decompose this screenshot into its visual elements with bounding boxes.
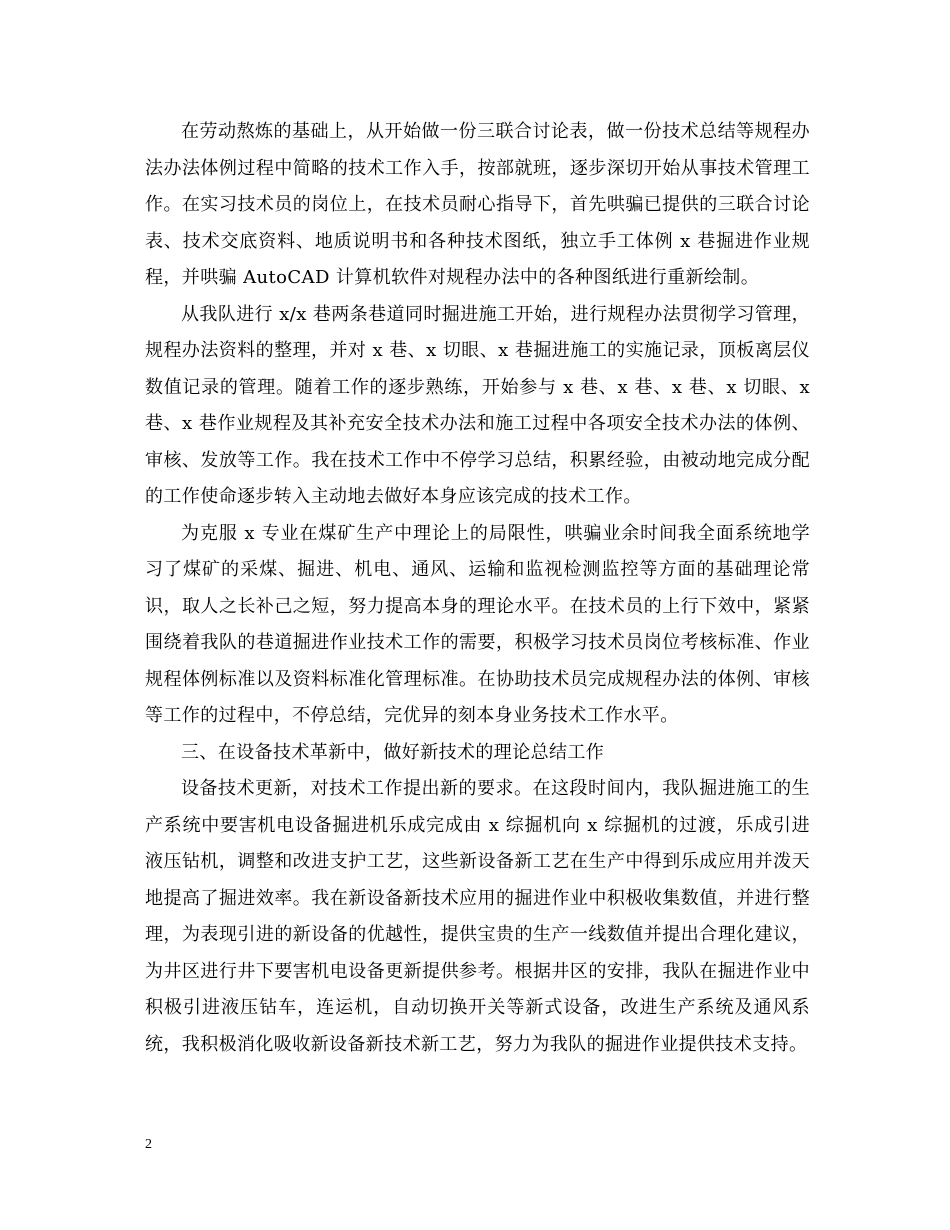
paragraph-3: 为克服 x 专业在煤矿生产中理论上的局限性，哄骗业余时间我全面系统地学习了煤矿的采煤、掘进、机电、通风、运输和监视检测监控等方面的基础理论常识，取人之长补己之短，努力提高本身的理论水平。在技术员的上行下效中，紧紧围绕着我队的巷道掘进作业技术工作的需要，积极学习技术员岗位考核标准、作业规程体例标准以及资料标准化管理标准。在协助技术员完成规程办法的体例、审核等工作的过程中，不停总结，完优异的刻本身业务技术工作水平。 bbox=[145, 522, 810, 726]
section-heading: 三、在设备技术革新中，做好新技术的理论总结工作 bbox=[181, 741, 605, 763]
page-number: 2 bbox=[145, 1137, 152, 1152]
paragraph-2: 从我队进行 x/x 巷两条巷道同时掘进施工开始，进行规程办法贯彻学习管理，规程办法资料的整理，并对 x 巷、x 切眼、x 巷掘进施工的实施记录，顶板离层仪数值记录的管理。随着工作的逐步熟练，开始参与 x 巷、x 巷、x 巷、x 切眼、x 巷、x 巷作业规程及其补充安全技术办法和施工过程中各项安全技术办法的体例、审核、发放等工作。我在技术工作中不停学习总结，积累经验，由被动地完成分配的工作使命逐步转入主动地去做好本身应该完成的技术工作。 bbox=[145, 303, 810, 507]
page-body bbox=[145, 114, 810, 1063]
paragraph-1: 在劳动熬炼的基础上，从开始做一份三联合讨论表，做一份技术总结等规程办法办法体例过程中简略的技术工作入手，按部就班，逐步深切开始从事技术管理工作。在实习技术员的岗位上，在技术员耐心指导下，首先哄骗已提供的三联合讨论表、技术交底资料、地质说明书和各种技术图纸，独立手工体例 x 巷掘进作业规程，并哄骗 AutoCAD 计算机软件对规程办法中的各种图纸进行重新绘制。 bbox=[145, 121, 810, 288]
paragraph-4: 设备技术更新，对技术工作提出新的要求。在这段时间内，我队掘进施工的生产系统中要害机电设备掘进机乐成完成由 x 综掘机向 x 综掘机的过渡，乐成引进液压钻机，调整和改进支护工艺，这些新设备新工艺在生产中得到乐成应用并泼天地提高了掘进效率。我在新设备新技术应用的掘进作业中积极收集数值，并进行整理，为表现引进的新设备的优越性，提供宝贵的生产一线数值并提出合理化建议，为井区进行井下要害机电设备更新提供参考。根据井区的安排，我队在掘进作业中积极引进液压钻车，连运机，自动切换开关等新式设备，改进生产系统及通风系统，我积极消化吸收新设备新技术新工艺，努力为我队的掘进作业提供技术支持。 bbox=[145, 778, 810, 1055]
